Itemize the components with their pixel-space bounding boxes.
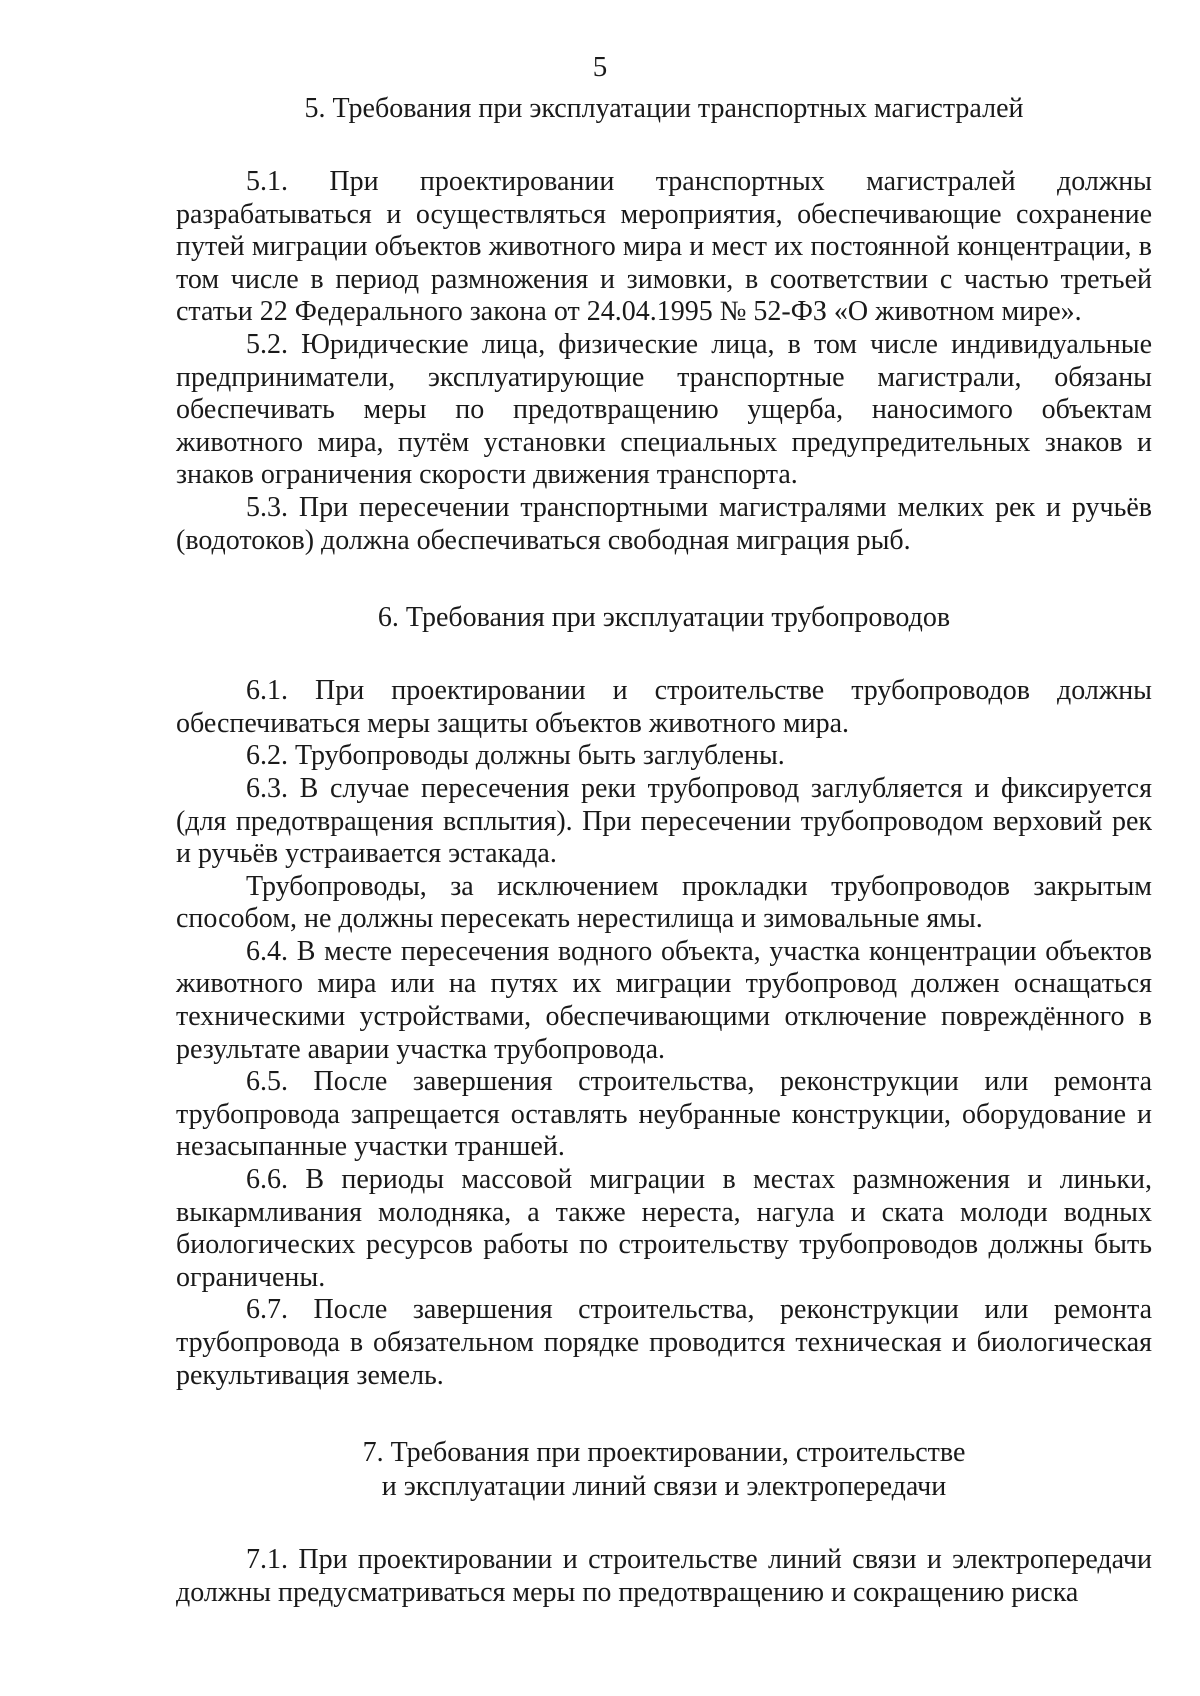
section-7-title xyxy=(176,1436,1152,1504)
section-6-title: 6. Требования при эксплуатации трубопроводов xyxy=(377,602,951,634)
section-6 xyxy=(176,601,1152,1392)
section-7-title-line-1: 7. Требования при проектировании, строительстве xyxy=(362,1437,966,1469)
paragraph-6-2: 6.2. Трубопроводы должны быть заглублены. xyxy=(246,740,785,772)
paragraph-6-5: 6.5. После завершения строительства, реконструкции или ремонта трубопровода запрещается оставлять неубранные конструкции, оборудование и незасыпанные участки траншей. xyxy=(176,1066,1152,1163)
section-7 xyxy=(176,1436,1152,1609)
document-body xyxy=(176,92,1152,1609)
paragraph-7-1: 7.1. При проектировании и строительстве линий связи и электропередачи должны предусматриваться меры по предотвращению и сокращению риска xyxy=(176,1544,1152,1608)
page-number: 5 xyxy=(592,51,608,83)
paragraph-5-1: 5.1. При проектировании транспортных магистралей должны разрабатываться и осуществляться мероприятия, обеспечивающие сохранение путей миграции объектов животного мира и мест их постоянной концентрации, в том числе в период размножения и зимовки, в соответствии с частью третьей статьи 22 Федерального закона от 24.04.1995 № 52-ФЗ «О животном мире». xyxy=(176,166,1152,328)
section-7-title-line-2: и эксплуатации линий связи и электропередачи xyxy=(381,1471,947,1503)
paragraph-6-3: 6.3. В случае пересечения реки трубопровод заглубляется и фиксируется (для предотвращения всплытия). При пересечении трубопроводом верховий рек и ручьёв устраивается эстакада. xyxy=(176,772,1152,870)
paragraph-5-3: 5.3. При пересечении транспортными магистралями мелких рек и ручьёв (водотоков) должна обеспечиваться свободная миграция рыб. xyxy=(176,491,1152,556)
paragraph-5-2: 5.2. Юридические лица, физические лица, в том числе индивидуальные предприниматели, эксплуатирующие транспортные магистрали, обязаны обеспечивать меры по предотвращению ущерба, наносимого объектам животного мира, путём установки специальных предупредительных знаков и знаков ограничения скорости движения транспорта. xyxy=(176,328,1152,491)
paragraph-6-6: 6.6. В периоды массовой миграции в местах размножения и линьки, выкармливания молодняка, а также нереста, нагула и ската молоди водных биологических ресурсов работы по строительству трубопроводов должны быть ограничены. xyxy=(176,1164,1152,1293)
paragraph-6-7: 6.7. После завершения строительства, реконструкции или ремонта трубопровода в обязательном порядке проводится техническая и биологическая рекультивация земель. xyxy=(176,1294,1152,1391)
section-5 xyxy=(176,92,1152,557)
paragraph-6-4: 6.4. В месте пересечения водного объекта, участка концентрации объектов животного мира или на путях их миграции трубопровод должен оснащаться техническими устройствами, обеспечивающими отключение повреждённого в результате аварии участка трубопровода. xyxy=(176,935,1152,1065)
paragraph-6-1: 6.1. При проектировании и строительстве трубопроводов должны обеспечиваться меры защиты объектов животного мира. xyxy=(176,675,1152,739)
paragraph-6-3-continued: Трубопроводы, за исключением прокладки трубопроводов закрытым способом, не должны пересекать нерестилища и зимовальные ямы. xyxy=(176,870,1152,935)
section-5-title: 5. Требования при эксплуатации транспортных магистралей xyxy=(304,93,1024,124)
